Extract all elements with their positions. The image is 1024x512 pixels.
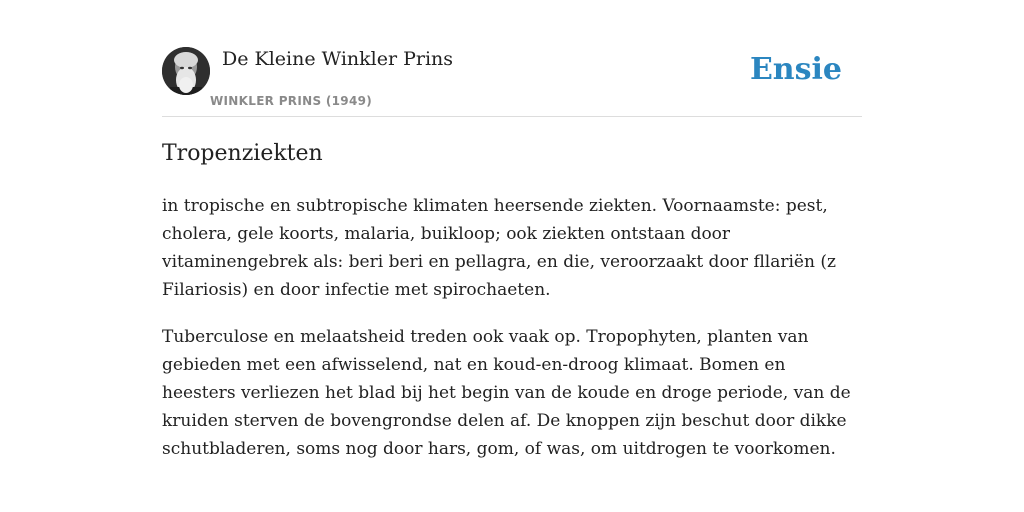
article-paragraph: Tuberculose en melaatsheid treden ook vaak op. Tropophyten, planten van gebieden met een afwisselend, nat en koud-en-droog klimaat. Bomen en heesters verliezen het blad bij het begin van de koude en droge periode, van de kruiden sterven de bovengrondse delen af. De knoppen zijn beschut door dikke schutbladeren, soms nog door hars, gom, of was, om uitdrogen te voorkomen.: [162, 327, 851, 459]
bearded-man-portrait-icon: [162, 47, 210, 95]
article-paragraph: in tropische en subtropische klimaten heersende ziekten. Voornaamste: pest, cholera, gele koorts, malaria, buikloop; ook ziekten ontstaan door vitaminengebrek als: beri beri en pellagra, en die, veroorzaakt door fllariën (z Filariosis) en door infectie met spirochaeten.: [162, 196, 836, 300]
brand-logo[interactable]: Ensie: [749, 52, 842, 87]
source-subtitle[interactable]: WINKLER PRINS (1949): [210, 94, 373, 108]
source-header: [162, 44, 862, 117]
source-title[interactable]: De Kleine Winkler Prins: [222, 48, 454, 70]
source-avatar[interactable]: [162, 47, 210, 95]
article-title: Tropenziekten: [162, 141, 323, 166]
